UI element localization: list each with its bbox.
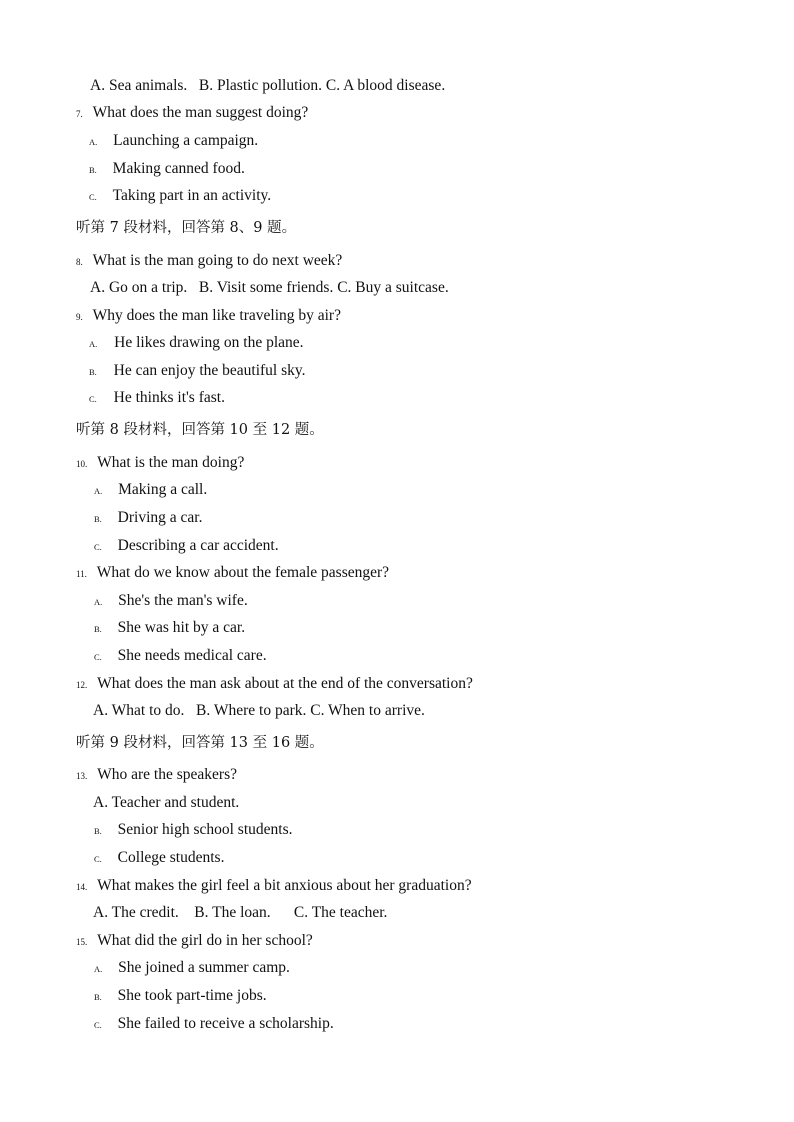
option-text: Senior high school students. — [117, 821, 293, 838]
option-text: Describing a car accident. — [117, 537, 279, 554]
question-13 — [76, 765, 237, 786]
question-14 — [76, 876, 472, 897]
question-text: What does the man ask about at the end of the conversation? — [97, 675, 473, 692]
option-letter: B. — [94, 826, 102, 836]
options-text: A. Sea animals. B. Plastic pollution. C. A blood disease. — [90, 77, 446, 94]
option-letter: B. — [94, 624, 102, 634]
option-letter: A. — [89, 137, 98, 147]
q7-option-c — [89, 186, 271, 207]
option-letter: C. — [94, 652, 102, 662]
q13-option-c — [94, 848, 224, 869]
question-9 — [76, 306, 341, 327]
q11-option-c — [94, 646, 267, 667]
q15-option-a — [94, 958, 290, 979]
option-text: She needs medical care. — [117, 647, 267, 664]
question-text: What is the man going to do next week? — [92, 252, 343, 269]
question-number: 12. — [76, 680, 88, 690]
option-text: She was hit by a car. — [117, 619, 246, 636]
options-text: A. What to do. B. Where to park. C. When to arrive. — [93, 702, 425, 719]
option-text: Making a call. — [118, 481, 208, 498]
question-number: 9. — [76, 312, 83, 322]
q12-options — [93, 701, 425, 721]
option-letter: A. — [89, 339, 98, 349]
option-text: He likes drawing on the plane. — [114, 334, 304, 351]
q10-option-b — [94, 508, 202, 529]
q15-option-c — [94, 1014, 334, 1035]
question-8 — [76, 251, 342, 272]
option-letter: C. — [94, 854, 102, 864]
option-letter: B. — [94, 992, 102, 1002]
q6-options — [90, 76, 445, 96]
question-text: What did the girl do in her school? — [97, 932, 313, 949]
q7-option-a — [89, 131, 258, 152]
option-text: She failed to receive a scholarship. — [117, 1015, 334, 1032]
question-10 — [76, 453, 244, 474]
q14-options — [93, 903, 387, 923]
q10-option-c — [94, 536, 279, 557]
q9-option-a — [89, 333, 304, 354]
option-letter: B. — [89, 165, 97, 175]
question-number: 10. — [76, 459, 88, 469]
option-letter: A. — [94, 964, 103, 974]
option-text: Making canned food. — [112, 160, 245, 177]
q10-option-a — [94, 480, 207, 501]
option-letter: A. — [94, 486, 103, 496]
option-letter: C. — [94, 1020, 102, 1030]
option-letter: C. — [89, 192, 97, 202]
option-text: Taking part in an activity. — [112, 187, 272, 204]
question-text: What is the man doing? — [97, 454, 245, 471]
q7-option-b — [89, 159, 245, 180]
option-letter: C. — [94, 542, 102, 552]
question-text: What makes the girl feel a bit anxious about her graduation? — [97, 877, 472, 894]
option-text: College students. — [117, 849, 225, 866]
option-letter: B. — [94, 514, 102, 524]
question-number: 8. — [76, 257, 83, 267]
question-number: 7. — [76, 109, 83, 119]
question-text: Who are the speakers? — [97, 766, 237, 783]
q8-options — [90, 278, 449, 298]
question-text: What does the man suggest doing? — [92, 104, 309, 121]
q13-option-a — [93, 793, 239, 813]
q11-option-b — [94, 618, 245, 639]
q15-option-b — [94, 986, 267, 1007]
question-number: 14. — [76, 882, 88, 892]
options-text: A. The credit. B. The loan. C. The teacher. — [93, 904, 388, 921]
option-letter: C. — [89, 394, 97, 404]
section-heading-7: 听第 7 段材料，回答第 8、9 题。 — [76, 220, 297, 236]
question-number: 11. — [76, 569, 87, 579]
question-text: Why does the man like traveling by air? — [92, 307, 341, 324]
option-text: He can enjoy the beautiful sky. — [113, 362, 306, 379]
option-text: Driving a car. — [117, 509, 203, 526]
option-text: A. Teacher and student. — [93, 794, 240, 811]
option-text: He thinks it's fast. — [113, 389, 225, 406]
option-letter: A. — [94, 597, 103, 607]
option-text: She's the man's wife. — [118, 592, 248, 609]
question-11 — [76, 563, 389, 584]
question-number: 15. — [76, 937, 88, 947]
option-text: Launching a campaign. — [113, 132, 259, 149]
option-text: She joined a summer camp. — [118, 959, 290, 976]
q9-option-c — [89, 388, 225, 409]
q13-option-b — [94, 820, 292, 841]
section-heading-9: 听第 9 段材料，回答第 13 至 16 题。 — [76, 735, 324, 751]
question-12 — [76, 674, 473, 695]
question-15 — [76, 931, 313, 952]
q11-option-a — [94, 591, 248, 612]
section-heading-8: 听第 8 段材料，回答第 10 至 12 题。 — [76, 422, 324, 438]
question-number: 13. — [76, 771, 88, 781]
option-letter: B. — [89, 367, 97, 377]
question-7 — [76, 103, 308, 124]
q9-option-b — [89, 361, 306, 382]
option-text: She took part-time jobs. — [117, 987, 267, 1004]
options-text: A. Go on a trip. B. Visit some friends. C. Buy a suitcase. — [90, 279, 449, 296]
question-text: What do we know about the female passenger? — [96, 564, 390, 581]
